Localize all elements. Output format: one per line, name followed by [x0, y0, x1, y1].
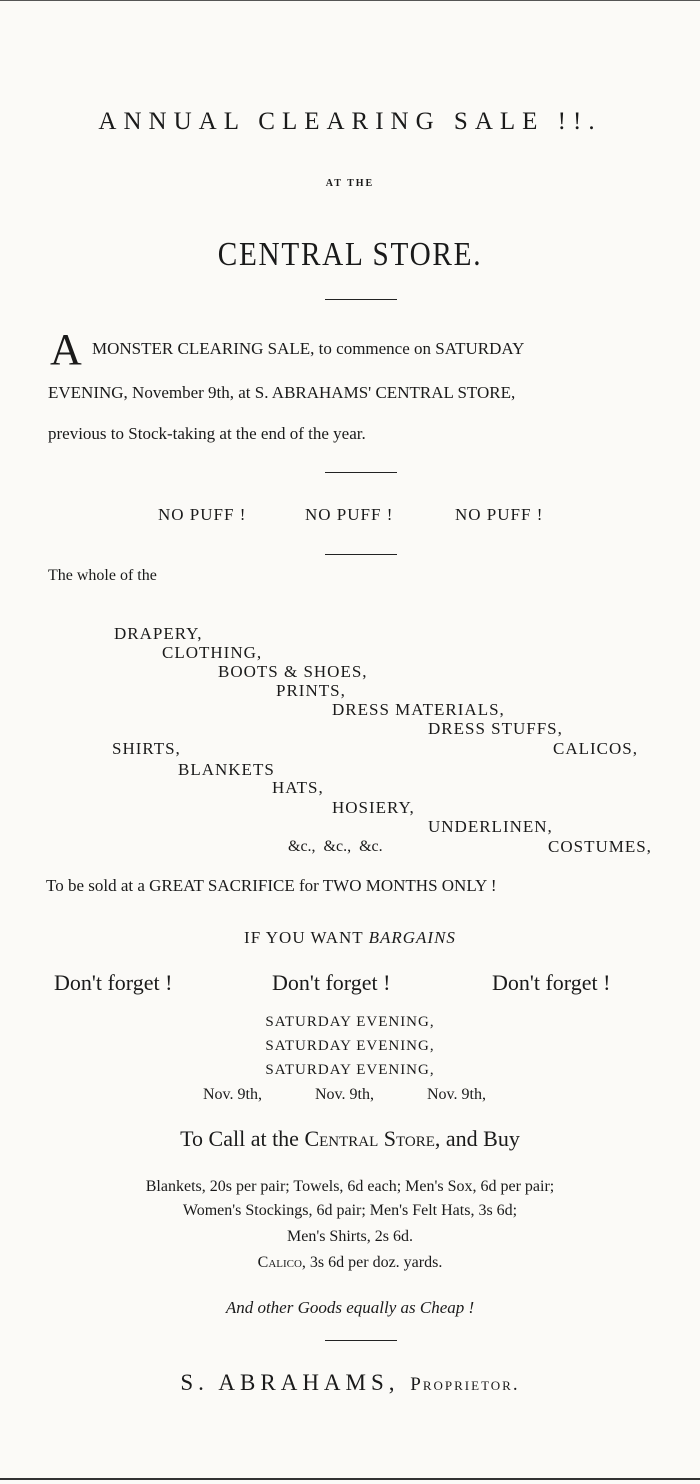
top-border [0, 0, 700, 1]
divider-rule [325, 299, 397, 300]
price-line-4 [0, 1254, 700, 1272]
divider-rule [325, 472, 397, 473]
price-line-1: Blankets, 20s per pair; Towels, 6d each; Men's Sox, 6d per pair; [145, 1178, 555, 1195]
price-line-3: Men's Shirts, 2s 6d. [286, 1228, 413, 1245]
intro-line-3: previous to Stock-taking at the end of the year. [48, 424, 366, 443]
no-puff-2: NO PUFF ! [305, 505, 394, 524]
goods-item-prints: PRINTS, [276, 681, 346, 700]
goods-item-calicos: CALICOS, [553, 739, 638, 758]
proprietor-name: S. ABRAHAMS, [180, 1370, 400, 1395]
divider-rule [325, 1340, 397, 1341]
dont-forget-3: Don't forget ! [492, 970, 611, 995]
store-name: CENTRAL STORE. [217, 236, 483, 273]
saturday-evening-1: SATURDAY EVENING, [265, 1014, 435, 1030]
goods-item-clothing: CLOTHING, [162, 643, 263, 662]
intro-line-2: EVENING, November 9th, at S. ABRAHAMS' CENTRAL STORE, [48, 383, 516, 402]
nov-date-2: Nov. 9th, [315, 1086, 374, 1103]
goods-item-costumes: COSTUMES, [548, 837, 652, 856]
goods-item-hosiery: HOSIERY, [332, 798, 415, 817]
goods-item-dress-stuffs: DRESS STUFFS, [428, 719, 563, 738]
goods-item-blankets: BLANKETS [178, 760, 275, 779]
divider-rule [325, 554, 397, 555]
saturday-evening-2: SATURDAY EVENING, [265, 1038, 435, 1054]
cheap-line: And other Goods equally as Cheap ! [225, 1298, 475, 1317]
drop-cap: A [50, 325, 82, 374]
proprietor-line [0, 1370, 700, 1396]
price-line-2: Women's Stockings, 6d pair; Men's Felt Hats, 3s 6d; [182, 1202, 518, 1219]
at-the-label: AT THE [325, 178, 375, 189]
bargains-emph: BARGAINS [368, 928, 456, 947]
bargains-line [0, 928, 700, 948]
proprietor-role: Proprietor. [410, 1374, 520, 1395]
goods-item-underlinen: UNDERLINEN, [428, 817, 553, 836]
nov-date-1: Nov. 9th, [203, 1086, 262, 1103]
call-store: Central Store [304, 1126, 435, 1151]
goods-item-drapery: DRAPERY, [114, 624, 203, 643]
call-pre: To Call at the [180, 1126, 305, 1151]
goods-item-boots: BOOTS & SHOES, [218, 662, 368, 681]
no-puff-3: NO PUFF ! [455, 505, 544, 524]
goods-item-shirts: SHIRTS, [112, 739, 181, 758]
dont-forget-2: Don't forget ! [272, 970, 391, 995]
sacrifice-line: To be sold at a GREAT SACRIFICE for TWO MONTHS ONLY ! [46, 876, 497, 895]
sale-title: ANNUAL CLEARING SALE !!. [98, 108, 602, 135]
goods-item-dress-materials: DRESS MATERIALS, [332, 700, 505, 719]
dont-forget-1: Don't forget ! [54, 970, 173, 995]
call-post: , and Buy [434, 1126, 520, 1151]
bargains-lead: IF YOU WANT [244, 928, 369, 947]
call-line [0, 1126, 700, 1152]
price-calico-rest: , 3s 6d per doz. yards. [301, 1254, 443, 1271]
goods-item-hats: HATS, [272, 778, 324, 797]
bottom-border [0, 1478, 700, 1480]
nov-date-3: Nov. 9th, [427, 1086, 486, 1103]
goods-intro: The whole of the [48, 567, 157, 584]
no-puff-1: NO PUFF ! [158, 505, 247, 524]
price-calico-label: Calico [257, 1254, 302, 1271]
saturday-evening-3: SATURDAY EVENING, [265, 1062, 435, 1078]
goods-item-etc: &c., &c., &c. [288, 838, 383, 855]
intro-line-1: MONSTER CLEARING SALE, to commence on SATURDAY [92, 339, 525, 358]
